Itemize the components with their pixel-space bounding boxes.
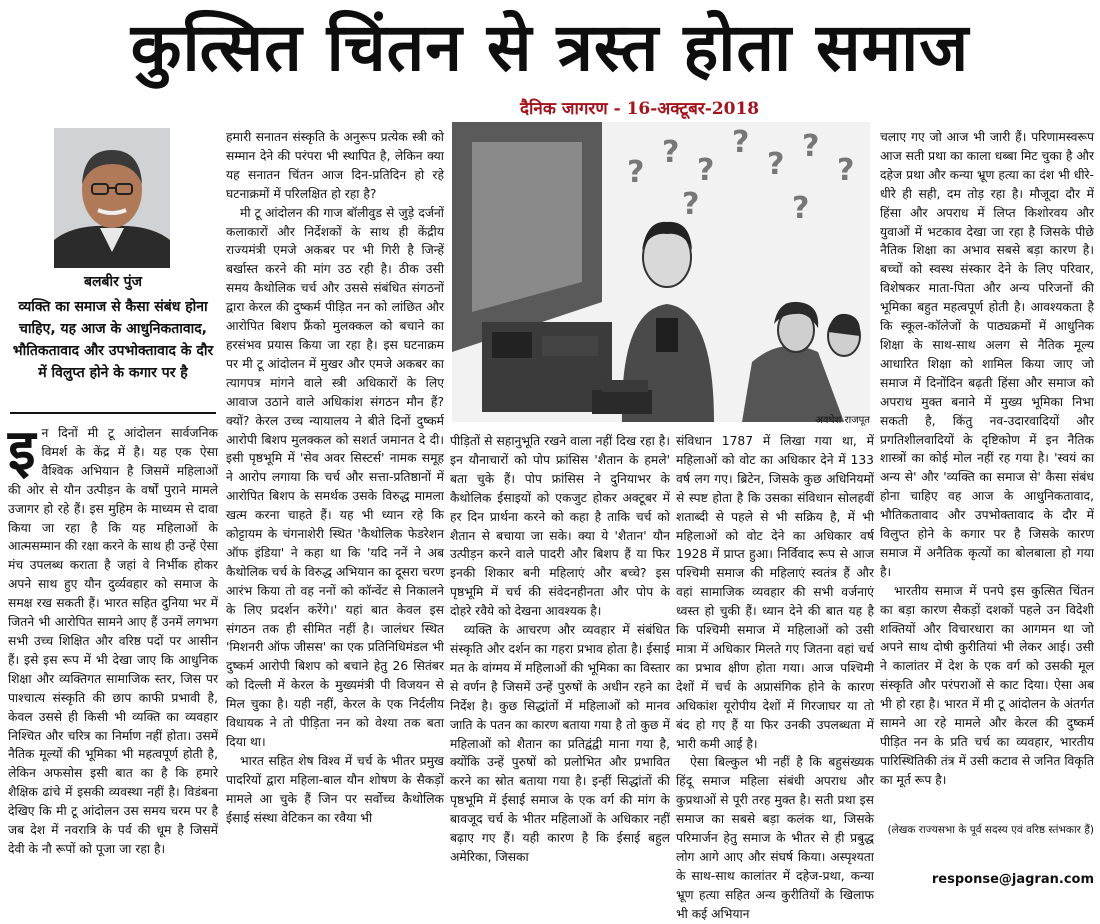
svg-text:?: ? [662,135,680,170]
column-5-paragraph-1: चलाए गए जो आज भी जारी हैं। परिणामस्वरूप आज सती प्रथा का काला धब्बा मिट चुका है और दहेज प्रथा और कन्या भ्रूण हत्या का दंश भी धीरे-धीरे ही सही, दम तोड़ रहा है। मौजूदा दौर में हिंसा और अपराध में लिप्त किशोरवय और युवाओं में भटकाव देखा जा रहा है जिसके पीछे नैतिक शिक्षा का अभाव सबसे बड़ा कारण है। बच्चों को स्वस्थ संस्कार देने के लिए परिवार, विशेषकर माता-पिता और अन्य परिजनों की भूमिका बहुत महत्वपूर्ण होती है। आवश्यकता है कि स्कूल-कॉलेजों के पाठ्यक्रमों में आधुनिक शिक्षा के साथ-साथ अलग से नैतिक मूल्य आधारित शिक्षा को शामिल किया जाए जो समाज में दिनोंदिन बढ़ती हिंसा और समाज को अपराध मुक्त बनाने में मुख्य भूमिका निभा सकती है, किंतु नव-उदारवादियों और प्रगतिशीलवादियों के दृष्टिकोण में इन नैतिक शास्त्रों का कोई मोल नहीं रह गया है। 'स्वयं का अन्य से' और 'व्यक्ति का समाज से' कैसा संबंध होना चाहिए वह आज के आधुनिकतावाद, भौतिकतावाद और उपभोक्तावाद के दौर में विलुप्त होने के कगार पर है जिसके कारण समाज में अनैतिक कृत्यों का बोलबाला हो गया है। [880,130,1094,579]
dateline: दैनिक जागरण - 16-अक्टूबर-2018 [520,99,760,119]
column-2-paragraph-3: भारत सहित शेष विश्व में चर्च के भीतर प्रमुख पादरियों द्वारा महिला-बाल यौन शोषण के सैकड़ों मामले आ चुके हैं जिन पर सर्वोच्च कैथोलिक ईसाई संस्था वेटिकन का रवैया भी [226,753,444,825]
svg-text:?: ? [767,147,785,182]
pull-quote: व्यक्ति का समाज से कैसा संबंध होना चाहिए, यह आज के आधुनिकतावाद, भौतिकतावाद और उपभोक्तावाद के दौर में विलुप्त होने के कगार पर है [12,299,214,381]
svg-text:?: ? [837,153,855,188]
column-2-paragraph-2: मी टू आंदोलन की गाज बॉलीवुड से जुड़े दर्जनों कलाकारों और निर्देशकों के साथ ही केंद्रीय राज्यमंत्री एमजे अकबर पर भी गिरी है जिन्हें बर्खास्त करने की मांग उठ रही है। ठीक उसी समय कैथोलिक चर्च और उससे संबंधित संगठनों द्वारा केरल की दुष्कर्म पीड़ित नन को लांछित और आरोपित बिशप फ्रैंको मुलक्कल को बचाने का हरसंभव प्रयास किया जा रहा है। इस घटनाक्रम पर मी टू आंदोलन में मुखर और एमजे अकबर का त्यागपत्र मांगने वाले स्त्री अधिकारों के लिए आवाज उठाने वाले अधिकांश संगठन मौन हैं? क्यों? केरल उच्च न्यायालय ने बीते दिनों दुष्कर्म आरोपी बिशप मुलक्कल को सशर्त जमानत दे दी। इसी पृष्ठभूमि में 'सेव अवर सिस्टर्स' नामक समूह ने आरोप लगाया कि चर्च और सत्ता-प्रतिष्ठानों में आरोपित बिशप के समर्थक उसके विरुद्ध मामला खत्म करना चाहते हैं। यह भी ध्यान रहे कि कोट्टायम के चंगनाशेरी स्थित 'कैथोलिक फेडरेशन ऑफ इंडिया' ने कहा था कि 'यदि ननें ने अब कैथोलिक चर्च के विरुद्ध अभियान का दूसरा चरण आरंभ किया तो वह ननों को कॉन्वेंट से निकालने के लिए प्रदर्शन करेंगे।' यहां बात केवल इस संगठन तक ही सीमित नहीं है। जालंधर स्थित 'मिशनरी ऑफ जीसस' का एक प्रतिनिधिमंडल भी दुष्कर्म आरोपी बिशप को बचाने हेतु 26 सितंबर को दिल्ली में केरल के मुख्यमंत्री पी विजयन से मिल चुका है। यही नहीं, केरल के एक निर्दलीय विधायक ने तो पीड़िता नन को वेश्या तक बता दिया था। [226,205,444,749]
drop-cap: इ [8,418,36,483]
column-5-paragraph-2: भारतीय समाज में पनपे इस कुत्सित चिंतन का बड़ा कारण सैकड़ों दशकों पहले उन विदेशी शक्तियों और विचारधारा का आगमन था जो अपने साथ दोषी कुरीतियां भी लेकर आई। उसी ने कालांतर में देश के एक वर्ग को उसकी मूल संस्कृति और परंपराओं से काट दिया। ऐसा अब भी हो रहा है। भारत में मी टू आंदोलन के अंतर्गत सामने आ रहे मामले और केरल की दुष्कर्म पीड़ित नन के प्रति चर्च का व्यवहार, भारतीय पारिस्थितिकी तंत्र में उसी कटाव से जनित विकृति का मूर्त रूप है। [880,583,1094,787]
divider [10,412,216,414]
svg-text:?: ? [627,155,645,190]
column-4-paragraph-1: संविधान 1787 में लिखा गया था, में महिलाओं को वोट का अधिकार देने में 133 वर्ष लग गए। ब्रिटेन, जिसके कुछ अधिनियमों से स्पष्ट होता है कि उसका संविधान सोलहवीं शताब्दी से पहले से भी सक्रिय है, में भी महिलाओं को वोट देने का अधिकार वर्ष 1928 में प्राप्त हुआ। निर्विवाद रूप से आज पश्चिमी समाज की महिलाएं स्वतंत्र हैं और वहां सामाजिक व्यवहार की सभी वर्जनाएं ध्वस्त हो चुकी हैं। ध्यान देने की बात यह है कि पश्चिमी समाज में महिलाओं को उसी मात्रा में अधिकार मिलते गए जितना वहां चर्च का प्रभाव क्षीण होता गया। आज पश्चिमी देशों में चर्च के अप्रासंगिक होने के कारण अधिकांश यूरोपीय देशों में गिरजाघर या तो बंद हो गए हैं या फिर उनकी उपलब्धता में भारी कमी आई है। [676,434,874,751]
response-email[interactable]: response@jagran.com [931,872,1094,887]
svg-text:?: ? [792,191,810,226]
svg-text:?: ? [697,153,715,188]
author-note: (लेखक राज्यसभा के पूर्व सदस्य एवं वरिष्ठ स्तंभकार हैं) [887,824,1094,836]
headline: कुत्सित चिंतन से त्रस्त होता समाज [130,9,970,86]
illustration-credit: अवधेश राजपूत [815,415,870,426]
column-2-paragraph-1: हमारी सनातन संस्कृति के अनुरूप प्रत्येक स्त्री को सम्मान देने की परंपरा भी स्थापित है, लेकिन क्या यह सनातन चिंतन आज दिन-प्रतिदिन हो रहे घटनाक्रमों में परिलक्षित हो रहा है? [226,130,444,201]
svg-text:?: ? [802,129,820,164]
illustration-graphic [452,122,870,422]
article-column-1 [8,418,218,894]
author-name: बलबीर पुंज [83,274,143,290]
article-column-5 [880,128,1094,876]
column-1-text: न दिनों मी टू आंदोलन सार्वजनिक विमर्श के केंद्र में है। यह एक ऐसा वैश्विक अभियान है जिसमें महिलाओं की ओर से यौन उत्पीड़न के वर्षों पुराने मामले उजागर हो रहे हैं। इस मुहिम के माध्यम से दावा किया जा रहा है कि यह महिलाओं के आत्मसम्मान की रक्षा करने के साथ ही उन्हें ऐसा मंच उपलब्ध कराता है जहां वे निर्भीक होकर अपने साथ हुए यौन दुर्व्यवहार को समाज के समक्ष रख सकती हैं। भारत सहित दुनिया भर में जितने भी आरोपित सामने आए हैं उनमें लगभग सभी उच्च शिक्षित और वरिष्ठ पदों पर आसीन हैं। इसे इस रूप में भी देखा जाए कि आधुनिक शिक्षा और व्यक्तिगत सामाजिक स्तर, जिस पर पाश्चात्य संस्कृति की छाप काफी प्रभावी है, केवल उससे ही किसी भी व्यक्ति का व्यवहार निश्चित और चरित्र का निर्माण नहीं होता। उसमें नैतिक मूल्यों की भूमिका भी महत्वपूर्ण होती है, लेकिन अफसोस इसी बात का है कि हमारे शैक्षिक ढांचे में इसकी व्यवस्था नहीं है। विडंबना देखिए कि मी टू आंदोलन उस समय चरम पर है जब देश में नवरात्रि के पर्व की धूम है जिसमें देवी के नौ रूपों को पूजा जा रहा है। [8,426,218,856]
article-column-3 [450,432,670,894]
column-4-paragraph-2: ऐसा बिल्कुल भी नहीं है कि बहुसंख्यक हिंदू समाज महिला संबंधी अपराध और कुप्रथाओं से पूरी तरह मुक्त है। सती प्रथा इस समाज का सबसे बड़ा कलंक था, जिसके परिमार्जन हेतु समाज के भीतर से ही प्रबुद्ध लोग आगे आए और संघर्ष किया। अस्पृश्यता के साथ-साथ कालांतर में दहेज-प्रथा, कन्या भ्रूण हत्या सहित अन्य कुरीतियों के खिलाफ भी कई अभियान [676,755,874,921]
column-3-paragraph-2: व्यक्ति के आचरण और व्यवहार में संबंधित संस्कृति और दर्शन का गहरा प्रभाव होता है। ईसाई मत के वांग्मय में महिलाओं की भूमिका का विस्तार से वर्णन है जिसमें उन्हें पुरुषों के अधीन रहने का निर्देश है। कुछ सिद्धांतों में महिलाओं को मानव जाति के पतन का कारण बताया गया है तो कुछ में महिलाओं को शैतान का प्रतिद्वंद्वी माना गया है, क्योंकि उन्हें पुरुषों को प्रलोभित और प्रभावित करने का स्रोत बताया गया है। इन्हीं सिद्धांतों की पृष्ठभूमि में ईसाई समाज के एक वर्ग की मांग के बावजूद चर्च के भीतर महिलाओं के अधिकार नहीं बढ़ाए गए हैं। यही कारण है कि ईसाई बहुल अमेरिका, जिसका [450,623,670,864]
author-portrait [54,128,170,268]
svg-text:?: ? [682,187,700,222]
author-portrait-graphic [54,128,170,268]
column-3-paragraph-1: पीड़ितों से सहानुभूति रखने वाला नहीं दिख रहा है। इन यौनाचारों को पोप फ्रांसिस 'शैतान के हमले' बता चुके हैं। पोप फ्रांसिस ने दुनियाभर के कैथोलिक ईसाइयों को एकजुट होकर अक्टूबर में हर दिन प्रार्थना करने को कहा है ताकि चर्च को शैतान से बचाया जा सके। क्या ये 'शैतान' यौन उत्पीड़न करने वाले पादरी और बिशप हैं या फिर इनकी शिकार बनी महिलाएं और बच्चे? इस पृष्ठभूमि में चर्च की संवेदनहीनता और पोप के दोहरे रवैये को देखना आवश्यक है। [450,434,670,619]
column-1-paragraph [8,418,218,859]
svg-text:?: ? [732,125,750,160]
article-column-4 [676,432,874,921]
article-illustration [452,122,870,422]
article-column-2 [226,128,444,894]
